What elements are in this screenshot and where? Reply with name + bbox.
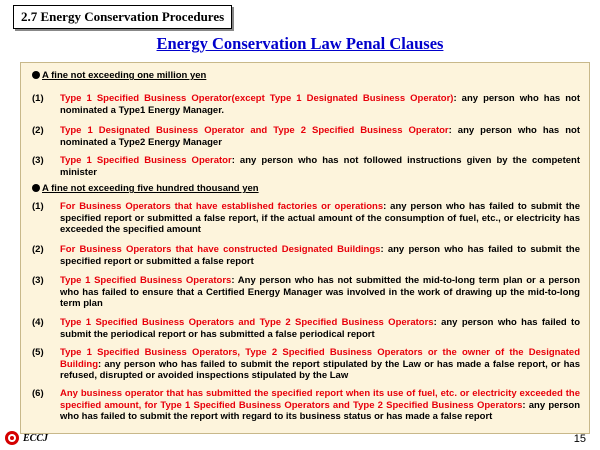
list-item: (3) Type 1 Specified Business Operator: any person who has not followed instructions given by the competent minister: [32, 155, 581, 178]
page-number: 15: [573, 433, 586, 445]
org-name: ECCJ: [23, 432, 49, 444]
list-item: (5) Type 1 Specified Business Operators, Type 2 Specified Business Operators or the owner of the Designated Building: any person who has failed to submit the report stipulated by the Law or has made a false report, or has refused, disrupted or avoided inspections stipulated by the Law: [32, 347, 580, 381]
list-item: (1) For Business Operators that have established factories or operations: any person who has failed to submit the specified report or submitted a false report, if the actual amount of the consumption of fuel, etc., or electricity has exceeded the specified amount: [32, 201, 581, 235]
bullet-icon: [32, 184, 40, 192]
group-heading: A fine not exceeding five hundred thousand yen: [32, 183, 259, 194]
list-item: (3) Type 1 Specified Business Operators: Any person who has not submitted the mid-to-long term plan or a person who has failed to ensure that a Certified Energy Manager was involved in the work of drawing up the mid-to-long term plan: [32, 275, 581, 309]
page-title: Energy Conservation Law Penal Clauses: [156, 34, 444, 53]
list-item: (2) For Business Operators that have constructed Designated Buildings: any person who has failed to submit the specified report or submitted a false report: [32, 244, 580, 267]
list-item: (4) Type 1 Specified Business Operators and Type 2 Specified Business Operators: any person who has failed to submit the periodical report or has submitted a false periodical report: [32, 317, 581, 340]
eccj-emblem-icon: [4, 430, 20, 446]
list-item: (1) Type 1 Specified Business Operator(except Type 1 Designated Business Operator): any person who has not nominated a Type1 Energy Manager.: [32, 93, 580, 116]
list-item: (2) Type 1 Designated Business Operator and Type 2 Specified Business Operator: any person who has not nominated a Type2 Energy Manager: [32, 125, 580, 148]
group-heading: A fine not exceeding one million yen: [32, 70, 206, 81]
eccj-logo: [4, 430, 48, 446]
section-label: 2.7 Energy Conservation Procedures: [13, 5, 232, 29]
list-item: (6) Any business operator that has submitted the specified report when its use of fuel, etc. or electricity exceeded the specified amount, for Type 1 Specified Business Operators and Type 2 Specified Business Operators: any person who has failed to submit the report with regard to its business status or has made a false report: [32, 388, 580, 422]
bullet-icon: [32, 71, 40, 79]
